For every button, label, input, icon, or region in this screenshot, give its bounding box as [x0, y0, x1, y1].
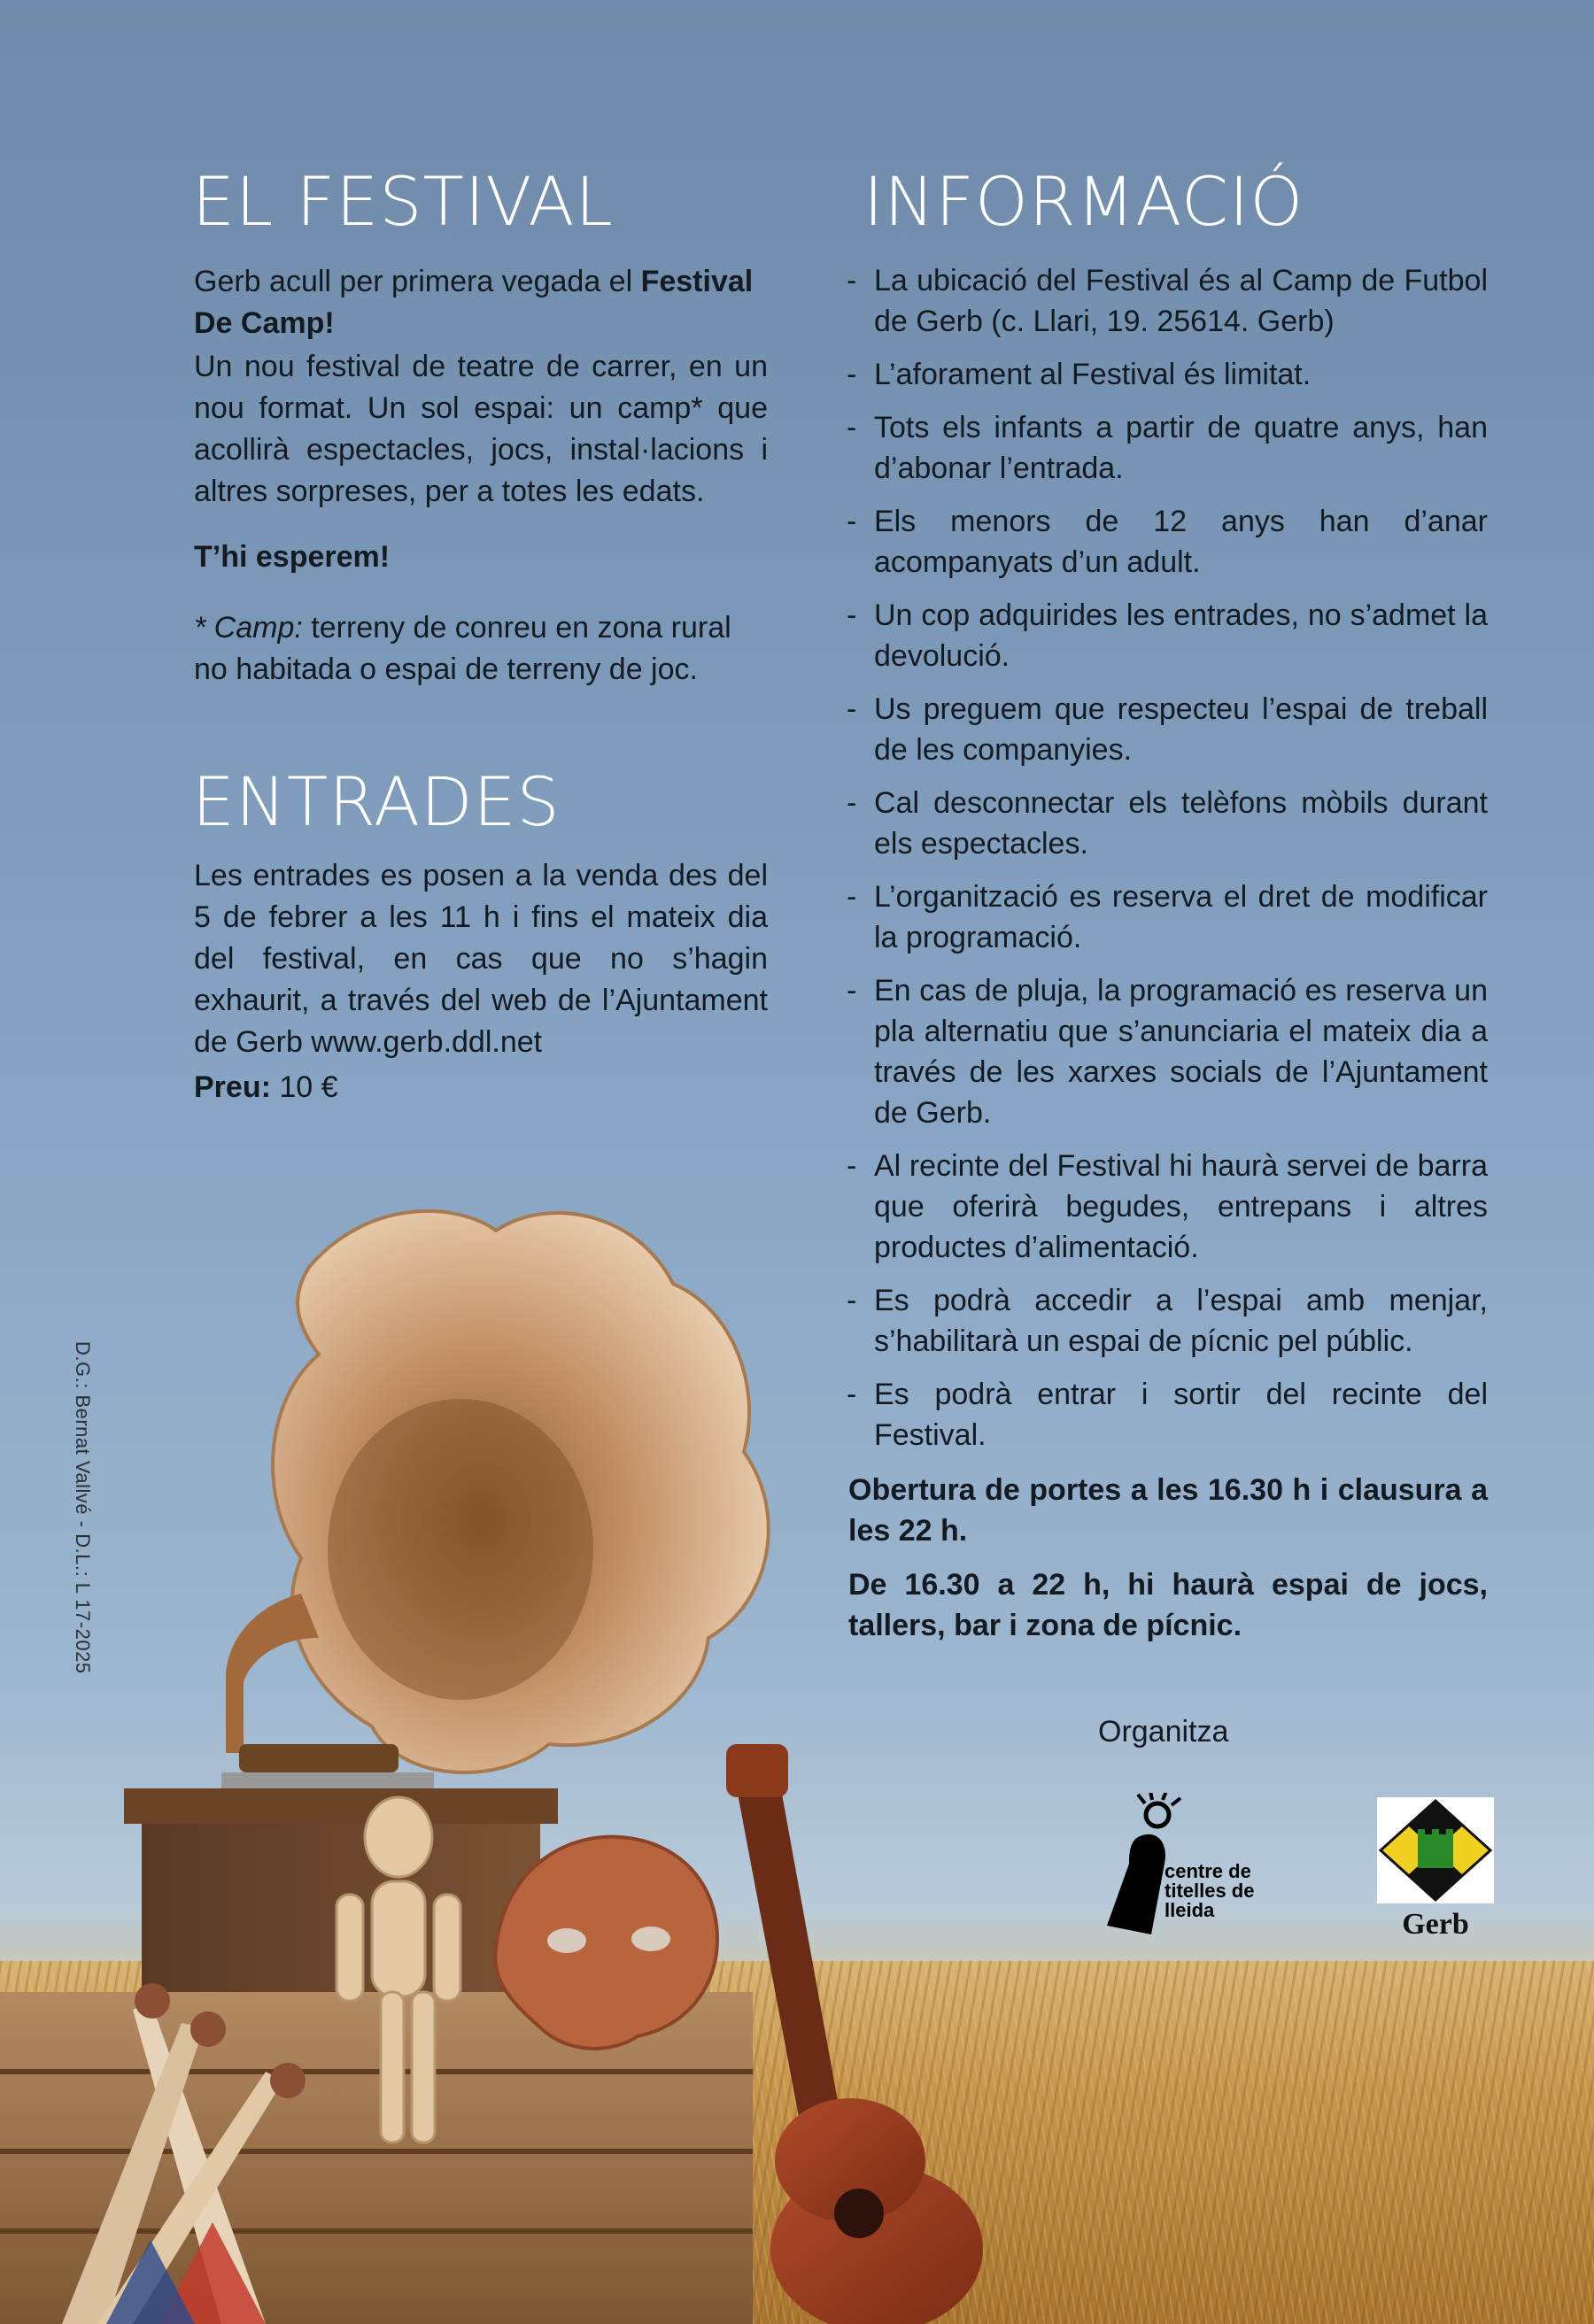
- price-value: 10 €: [270, 1070, 338, 1104]
- festival-intro-text: Gerb acull per primera vegada el: [194, 265, 641, 298]
- information-list: [843, 260, 1488, 1468]
- footnote-term: * Camp:: [194, 611, 303, 645]
- info-item: - La ubicació del Festival és al Camp de Futbol de Gerb (c. Llari, 19. 25614. Gerb): [843, 260, 1488, 342]
- info-item: - Un cop adquirides les entrades, no s’admet la devolució.: [843, 595, 1488, 676]
- info-item: - Us preguem que respecteu l’espai de treball de les companyies.: [843, 689, 1488, 770]
- festival-footnote: [194, 607, 768, 691]
- ukulele: [726, 1744, 983, 2324]
- info-item: - Es podrà accedir a l’espai amb menjar, s’habilitarà un espai de pícnic pel públic.: [843, 1280, 1488, 1362]
- info-item: - Es podrà entrar i sortir del recinte del Festival.: [843, 1374, 1488, 1455]
- info-item: - Al recinte del Festival hi haurà servei de barra que oferirà begudes, entrepans i altres productes d’alimentació.: [843, 1146, 1488, 1268]
- festival-name: Festival De Camp!: [194, 265, 754, 340]
- entrades-text: Les entrades es posen a la venda des del 5 de febrer a les 11 h i fins el mateix dia del festival, en cas que no s’hagin exhaurit, a través del web de l’Ajuntament de Gerb www.gerb.ddl.net: [194, 859, 768, 1059]
- info-item: - Tots els infants a partir de quatre anys, han d’abonar l’entrada.: [843, 407, 1488, 489]
- informacio-heading: INFORMACIÓ: [863, 162, 1304, 241]
- festival-greeting: [194, 537, 390, 578]
- info-item: - L’aforament al Festival és limitat.: [843, 354, 1488, 395]
- activities-note: De 16.30 a 22 h, hi haurà espai de jocs, tallers, bar i zona de pícnic.: [848, 1568, 1488, 1642]
- price-label: Preu:: [194, 1070, 271, 1104]
- festival-intro: [194, 261, 768, 344]
- gramophone-tonearm: [226, 1594, 319, 1753]
- info-item: - L’organització es reserva el dret de modificar la programació.: [843, 876, 1488, 958]
- gerb-logo-text: Gerb: [1402, 1908, 1469, 1941]
- price: [194, 1067, 338, 1108]
- festival-heading: EL FESTIVAL: [192, 162, 614, 241]
- info-item: - Els menors de 12 anys han d’anar acompanyats d’un adult.: [843, 501, 1488, 583]
- design-credit: D.G.: Bernat Vallvé - D.L.: L 17-2025: [72, 1341, 94, 1674]
- gerb-coat-of-arms-icon: [1377, 1797, 1494, 1903]
- festival-description: Un nou festival de teatre de carrer, en un nou format. Un sol espai: un camp* que acollirà espectacles, jocs, instal·lacions i altres sorpreses, per a totes les edats.: [194, 350, 768, 508]
- festival-greeting-text: T’hi esperem!: [194, 540, 391, 574]
- footnote-text: terreny de conreu en zona rural no habitada o espai de terreny de joc.: [194, 611, 731, 686]
- entrades-heading: ENTRADES: [192, 762, 561, 841]
- organizers-label: Organitza: [1098, 1715, 1229, 1749]
- info-item: - Cal desconnectar els telèfons mòbils durant els espectacles.: [843, 783, 1488, 864]
- centre-titelles-logo-text: centre de titelles de lleida: [1165, 1860, 1255, 1921]
- info-item: - En cas de pluja, la programació es reserva un pla alternatiu que s’anunciaria el mateix dia a través de les xarxes socials de l’Ajuntament de Gerb.: [843, 970, 1488, 1133]
- opening-hours: Obertura de portes a les 16.30 h i clausura a les 22 h.: [848, 1473, 1488, 1548]
